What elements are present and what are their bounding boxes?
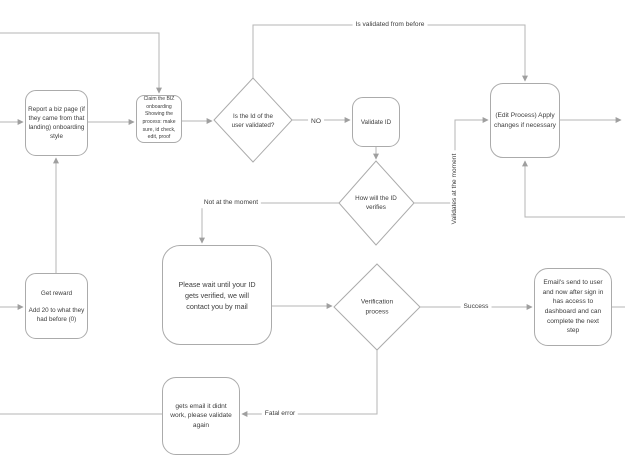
- node-claim-biz-onboarding: [136, 95, 182, 143]
- node-email-sent-label: Email's send to user and now after sign in has access to dashboard and can complete the next step: [542, 279, 604, 335]
- edge-label-no: NO: [308, 117, 324, 127]
- node-validate-id-label: Validate ID: [360, 118, 392, 126]
- connector-offscreen-to-claim-top: [0, 33, 159, 93]
- node-get-reward: [25, 273, 88, 339]
- connector-idcheck-to-editprocess-top: [253, 25, 525, 81]
- verification-diamond-label: Verification process: [360, 298, 394, 315]
- node-gets-email: [162, 377, 240, 455]
- node-edit-process-label: (Edit Process) Apply changes if necessary: [494, 111, 556, 129]
- node-get-reward-title: Get reward: [40, 289, 73, 297]
- edge-label-validates-at-the-moment: Validates at the moment: [450, 151, 460, 228]
- node-email-sent: [534, 268, 612, 346]
- node-validate-id: [352, 97, 400, 147]
- how-verifies-diamond-label: How will the ID verifies: [355, 195, 397, 211]
- connector-offscreen-to-editprocess-bottom: [525, 161, 625, 217]
- edge-label-success: Success: [461, 302, 492, 312]
- node-claim-biz-onboarding-label: Claim the BIZ onboarding Showing the process: make sure, id check, edit, proof: [142, 96, 176, 141]
- connector-verification-fatalerror-to-getsemail: [242, 350, 377, 414]
- edge-label-is-validated-from-before: Is validated from before: [353, 20, 428, 30]
- connector-howverifies-to-pleasewait: [202, 203, 339, 243]
- node-gets-email-label: gets email it didnt work, please validate again: [170, 402, 232, 429]
- node-get-reward-subtitle: Add 20 to what they had before (0): [28, 306, 85, 323]
- edge-label-not-at-the-moment: Not at the moment: [201, 198, 261, 208]
- node-edit-process: [490, 83, 560, 158]
- node-please-wait: [162, 245, 272, 345]
- edge-label-fatal-error: Fatal error: [262, 409, 298, 419]
- node-please-wait-label: Please wait until your ID gets verified, we will contact you by mail: [178, 279, 256, 311]
- id-check-diamond-label: Is the Id of the user validated?: [231, 113, 275, 129]
- node-report-biz-page: [25, 90, 88, 156]
- node-report-biz-page-label: Report a biz page (if they came from that landing) onboarding style: [28, 106, 85, 140]
